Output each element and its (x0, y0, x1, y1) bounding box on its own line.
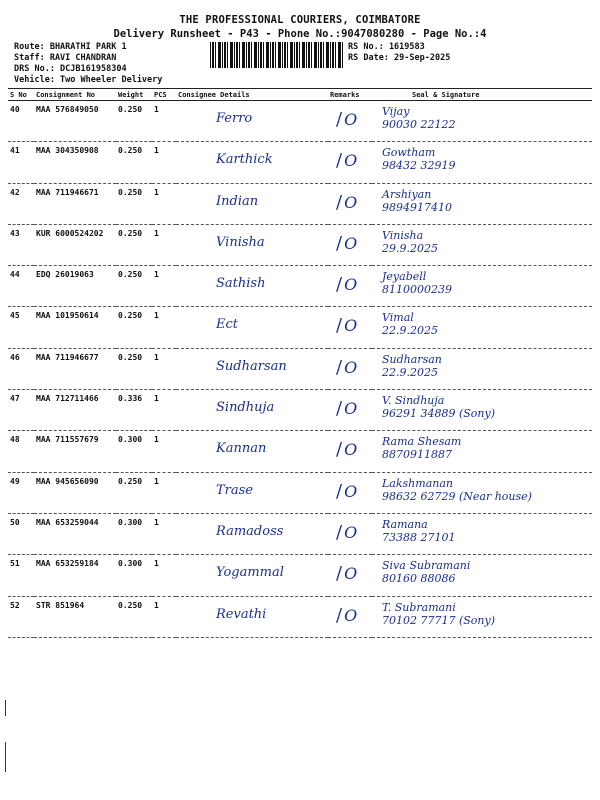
row-sno: 45 (8, 307, 34, 348)
consignee-handwriting: Sudharsan (216, 358, 287, 374)
remark-circle: O (344, 233, 358, 253)
row-weight: 0.250 (116, 142, 152, 183)
row-signature (372, 596, 592, 637)
margin-mark (5, 700, 6, 716)
remark-mark (336, 563, 357, 584)
row-sno: 43 (8, 224, 34, 265)
row-weight: 0.300 (116, 555, 152, 596)
remark-circle: O (344, 522, 358, 542)
remark-circle: O (344, 564, 358, 584)
remark-mark (336, 109, 357, 130)
remark-circle: O (344, 275, 358, 295)
signature-phone: 96291 34889 (Sony) (382, 407, 496, 421)
row-remarks (328, 142, 372, 183)
signature-phone: 70102 77717 (Sony) (382, 613, 496, 627)
row-signature (372, 513, 592, 554)
row-signature (372, 555, 592, 596)
signature-name: Rama Shesam (382, 435, 462, 449)
remark-mark (336, 439, 357, 460)
row-remarks (328, 555, 372, 596)
remark-circle: O (344, 110, 358, 129)
row-signature (372, 101, 592, 142)
signature-name: Sudharsan (382, 352, 442, 366)
table-row (8, 555, 592, 596)
row-weight: 0.250 (116, 348, 152, 389)
remark-mark (336, 522, 357, 543)
consignee-handwriting: Indian (216, 193, 259, 209)
table-row (8, 513, 592, 554)
remark-mark (336, 274, 357, 295)
row-consignment-no: KUR 6000524202 (34, 224, 116, 265)
table-row (8, 142, 592, 183)
signature-phone: 29.9.2025 (382, 241, 438, 255)
row-sno: 47 (8, 390, 34, 431)
signature-phone: 98632 62729 (Near house) (382, 489, 532, 503)
slash-mark: / (336, 232, 343, 254)
vehicle-info: Vehicle: Two Wheeler Delivery (14, 75, 163, 85)
consignee-handwriting: Ramadoss (216, 523, 284, 539)
col-header-pcs: PCS (152, 89, 176, 101)
row-consignee (176, 513, 328, 554)
consignee-handwriting: Karthick (216, 152, 273, 168)
row-sno: 44 (8, 266, 34, 307)
row-sno: 42 (8, 183, 34, 224)
signature-phone: 8870911887 (382, 448, 452, 462)
slash-mark: / (336, 480, 343, 502)
slash-mark: / (336, 439, 343, 461)
signature-name: T. Subramani (382, 600, 456, 614)
table-row (8, 596, 592, 637)
col-header-consignment: Consignment No (34, 89, 116, 101)
row-consignment-no: STR 851964 (34, 596, 116, 637)
col-header-consignee: Consignee Details (176, 89, 328, 101)
rs-number: RS No.: 1619583 (348, 42, 425, 52)
row-remarks (328, 513, 372, 554)
row-weight: 0.300 (116, 431, 152, 472)
slash-mark: / (336, 563, 343, 585)
row-weight: 0.250 (116, 596, 152, 637)
row-consignment-no: MAA 101950614 (34, 307, 116, 348)
delivery-table (8, 88, 592, 638)
row-consignee (176, 183, 328, 224)
consignee-handwriting: Vinisha (216, 234, 265, 250)
row-signature (372, 307, 592, 348)
row-remarks (328, 596, 372, 637)
row-sno: 52 (8, 596, 34, 637)
table-row (8, 224, 592, 265)
slash-mark: / (336, 109, 343, 130)
staff-info: Staff: RAVI CHANDRAN (14, 53, 117, 63)
col-header-remarks: Remarks (328, 89, 372, 101)
row-pcs: 1 (152, 266, 176, 307)
slash-mark: / (336, 150, 343, 172)
barcode (210, 42, 344, 68)
row-signature (372, 142, 592, 183)
row-consignee (176, 431, 328, 472)
remark-circle: O (344, 605, 358, 625)
signature-phone: 90030 22122 (382, 118, 456, 131)
slash-mark: / (336, 604, 343, 626)
row-pcs: 1 (152, 513, 176, 554)
remark-circle: O (344, 481, 358, 501)
row-consignment-no: MAA 653259184 (34, 555, 116, 596)
row-consignee (176, 596, 328, 637)
row-signature (372, 390, 592, 431)
slash-mark: / (336, 191, 343, 213)
signature-name: Ramana (382, 517, 428, 531)
row-consignment-no: MAA 576849050 (34, 101, 116, 142)
slash-mark: / (336, 315, 343, 337)
company-title: THE PROFESSIONAL COURIERS, COIMBATORE (179, 14, 421, 26)
signature-phone: 9894917410 (382, 200, 452, 214)
row-weight: 0.250 (116, 266, 152, 307)
row-consignee (176, 224, 328, 265)
consignee-handwriting: Ect (216, 317, 238, 333)
signature-phone: 22.9.2025 (382, 324, 438, 338)
consignee-handwriting: Ferro (216, 111, 253, 126)
row-pcs: 1 (152, 555, 176, 596)
col-header-sno: S No (8, 89, 34, 101)
row-weight: 0.300 (116, 513, 152, 554)
runsheet-subtitle: Delivery Runsheet - P43 - Phone No.:9047080280 - Page No.:4 (113, 28, 487, 40)
slash-mark: / (336, 356, 343, 378)
row-consignment-no: MAA 304350908 (34, 142, 116, 183)
row-pcs: 1 (152, 390, 176, 431)
row-weight: 0.336 (116, 390, 152, 431)
row-consignee (176, 142, 328, 183)
signature-name: Vimal (382, 311, 414, 325)
row-sno: 50 (8, 513, 34, 554)
remark-circle: O (344, 440, 358, 460)
signature-phone: 73388 27101 (382, 530, 456, 544)
table-row (8, 472, 592, 513)
remark-circle: O (344, 316, 358, 336)
row-remarks (328, 348, 372, 389)
row-consignment-no: MAA 653259044 (34, 513, 116, 554)
row-consignment-no: EDQ 26019063 (34, 266, 116, 307)
row-sno: 46 (8, 348, 34, 389)
consignee-handwriting: Yogammal (216, 565, 284, 581)
table-row (8, 348, 592, 389)
row-signature (372, 431, 592, 472)
signature-name: Vinisha (382, 228, 424, 242)
slash-mark: / (336, 398, 343, 420)
row-pcs: 1 (152, 101, 176, 142)
row-sno: 49 (8, 472, 34, 513)
table-header-row (8, 89, 592, 101)
row-signature (372, 224, 592, 265)
row-weight: 0.250 (116, 224, 152, 265)
col-header-weight: Weight (116, 89, 152, 101)
row-consignment-no: MAA 711946671 (34, 183, 116, 224)
row-consignee (176, 348, 328, 389)
row-remarks (328, 472, 372, 513)
row-pcs: 1 (152, 183, 176, 224)
row-consignment-no: MAA 711946677 (34, 348, 116, 389)
row-remarks (328, 224, 372, 265)
table-row (8, 390, 592, 431)
signature-name: Arshiyan (382, 187, 432, 201)
remark-circle: O (344, 357, 358, 377)
row-pcs: 1 (152, 348, 176, 389)
remark-mark (336, 150, 357, 171)
row-sno: 51 (8, 555, 34, 596)
signature-name: Jeyabell (382, 270, 427, 284)
remark-mark (336, 605, 357, 626)
rs-date: RS Date: 29-Sep-2025 (348, 53, 451, 63)
row-consignee (176, 101, 328, 142)
row-remarks (328, 431, 372, 472)
row-pcs: 1 (152, 224, 176, 265)
row-consignment-no: MAA 711557679 (34, 431, 116, 472)
table-row (8, 307, 592, 348)
consignee-handwriting: Sathish (216, 276, 266, 292)
row-remarks (328, 266, 372, 307)
row-sno: 40 (8, 101, 34, 142)
table-row (8, 183, 592, 224)
remark-mark (336, 315, 357, 336)
row-remarks (328, 390, 372, 431)
remark-mark (336, 192, 357, 213)
row-consignee (176, 307, 328, 348)
table-row (8, 101, 592, 142)
row-pcs: 1 (152, 307, 176, 348)
table-body (8, 101, 592, 638)
remark-mark (336, 481, 357, 502)
signature-name: Lakshmanan (382, 476, 453, 490)
row-remarks (328, 101, 372, 142)
remark-circle: O (344, 399, 358, 419)
consignee-handwriting: Trase (216, 482, 254, 498)
row-signature (372, 348, 592, 389)
row-sno: 41 (8, 142, 34, 183)
signature-name: Siva Subramani (382, 559, 471, 573)
signature-phone: 22.9.2025 (382, 365, 438, 379)
row-remarks (328, 307, 372, 348)
row-weight: 0.250 (116, 307, 152, 348)
signature-name: Vijay (382, 105, 410, 118)
slash-mark: / (336, 274, 343, 296)
consignee-handwriting: Revathi (216, 606, 267, 622)
slash-mark: / (336, 521, 343, 543)
row-weight: 0.250 (116, 472, 152, 513)
col-header-signature: Seal & Signature (372, 89, 592, 101)
signature-phone: 8110000239 (382, 283, 452, 297)
remark-mark (336, 233, 357, 254)
signature-phone: 98432 32919 (382, 159, 456, 173)
signature-phone: 80160 88086 (382, 572, 456, 586)
row-consignment-no: MAA 945656090 (34, 472, 116, 513)
row-signature (372, 266, 592, 307)
row-sno: 48 (8, 431, 34, 472)
row-signature (372, 472, 592, 513)
table-row (8, 431, 592, 472)
remark-mark (336, 398, 357, 419)
table-row (8, 266, 592, 307)
row-consignee (176, 472, 328, 513)
signature-name: V. Sindhuja (382, 394, 445, 408)
row-consignee (176, 390, 328, 431)
row-consignment-no: MAA 712711466 (34, 390, 116, 431)
remark-mark (336, 357, 357, 378)
remark-circle: O (344, 192, 358, 212)
row-weight: 0.250 (116, 101, 152, 142)
margin-mark (5, 742, 6, 772)
row-weight: 0.250 (116, 183, 152, 224)
row-consignee (176, 555, 328, 596)
row-signature (372, 183, 592, 224)
row-pcs: 1 (152, 142, 176, 183)
consignee-handwriting: Sindhuja (216, 400, 275, 416)
row-pcs: 1 (152, 596, 176, 637)
row-pcs: 1 (152, 431, 176, 472)
remark-circle: O (344, 151, 358, 171)
signature-name: Gowtham (382, 146, 436, 160)
drs-info: DRS No.: DCJB161958304 (14, 64, 127, 74)
row-pcs: 1 (152, 472, 176, 513)
row-consignee (176, 266, 328, 307)
row-remarks (328, 183, 372, 224)
consignee-handwriting: Kannan (216, 441, 267, 457)
route-info: Route: BHARATHI PARK 1 (14, 42, 127, 52)
